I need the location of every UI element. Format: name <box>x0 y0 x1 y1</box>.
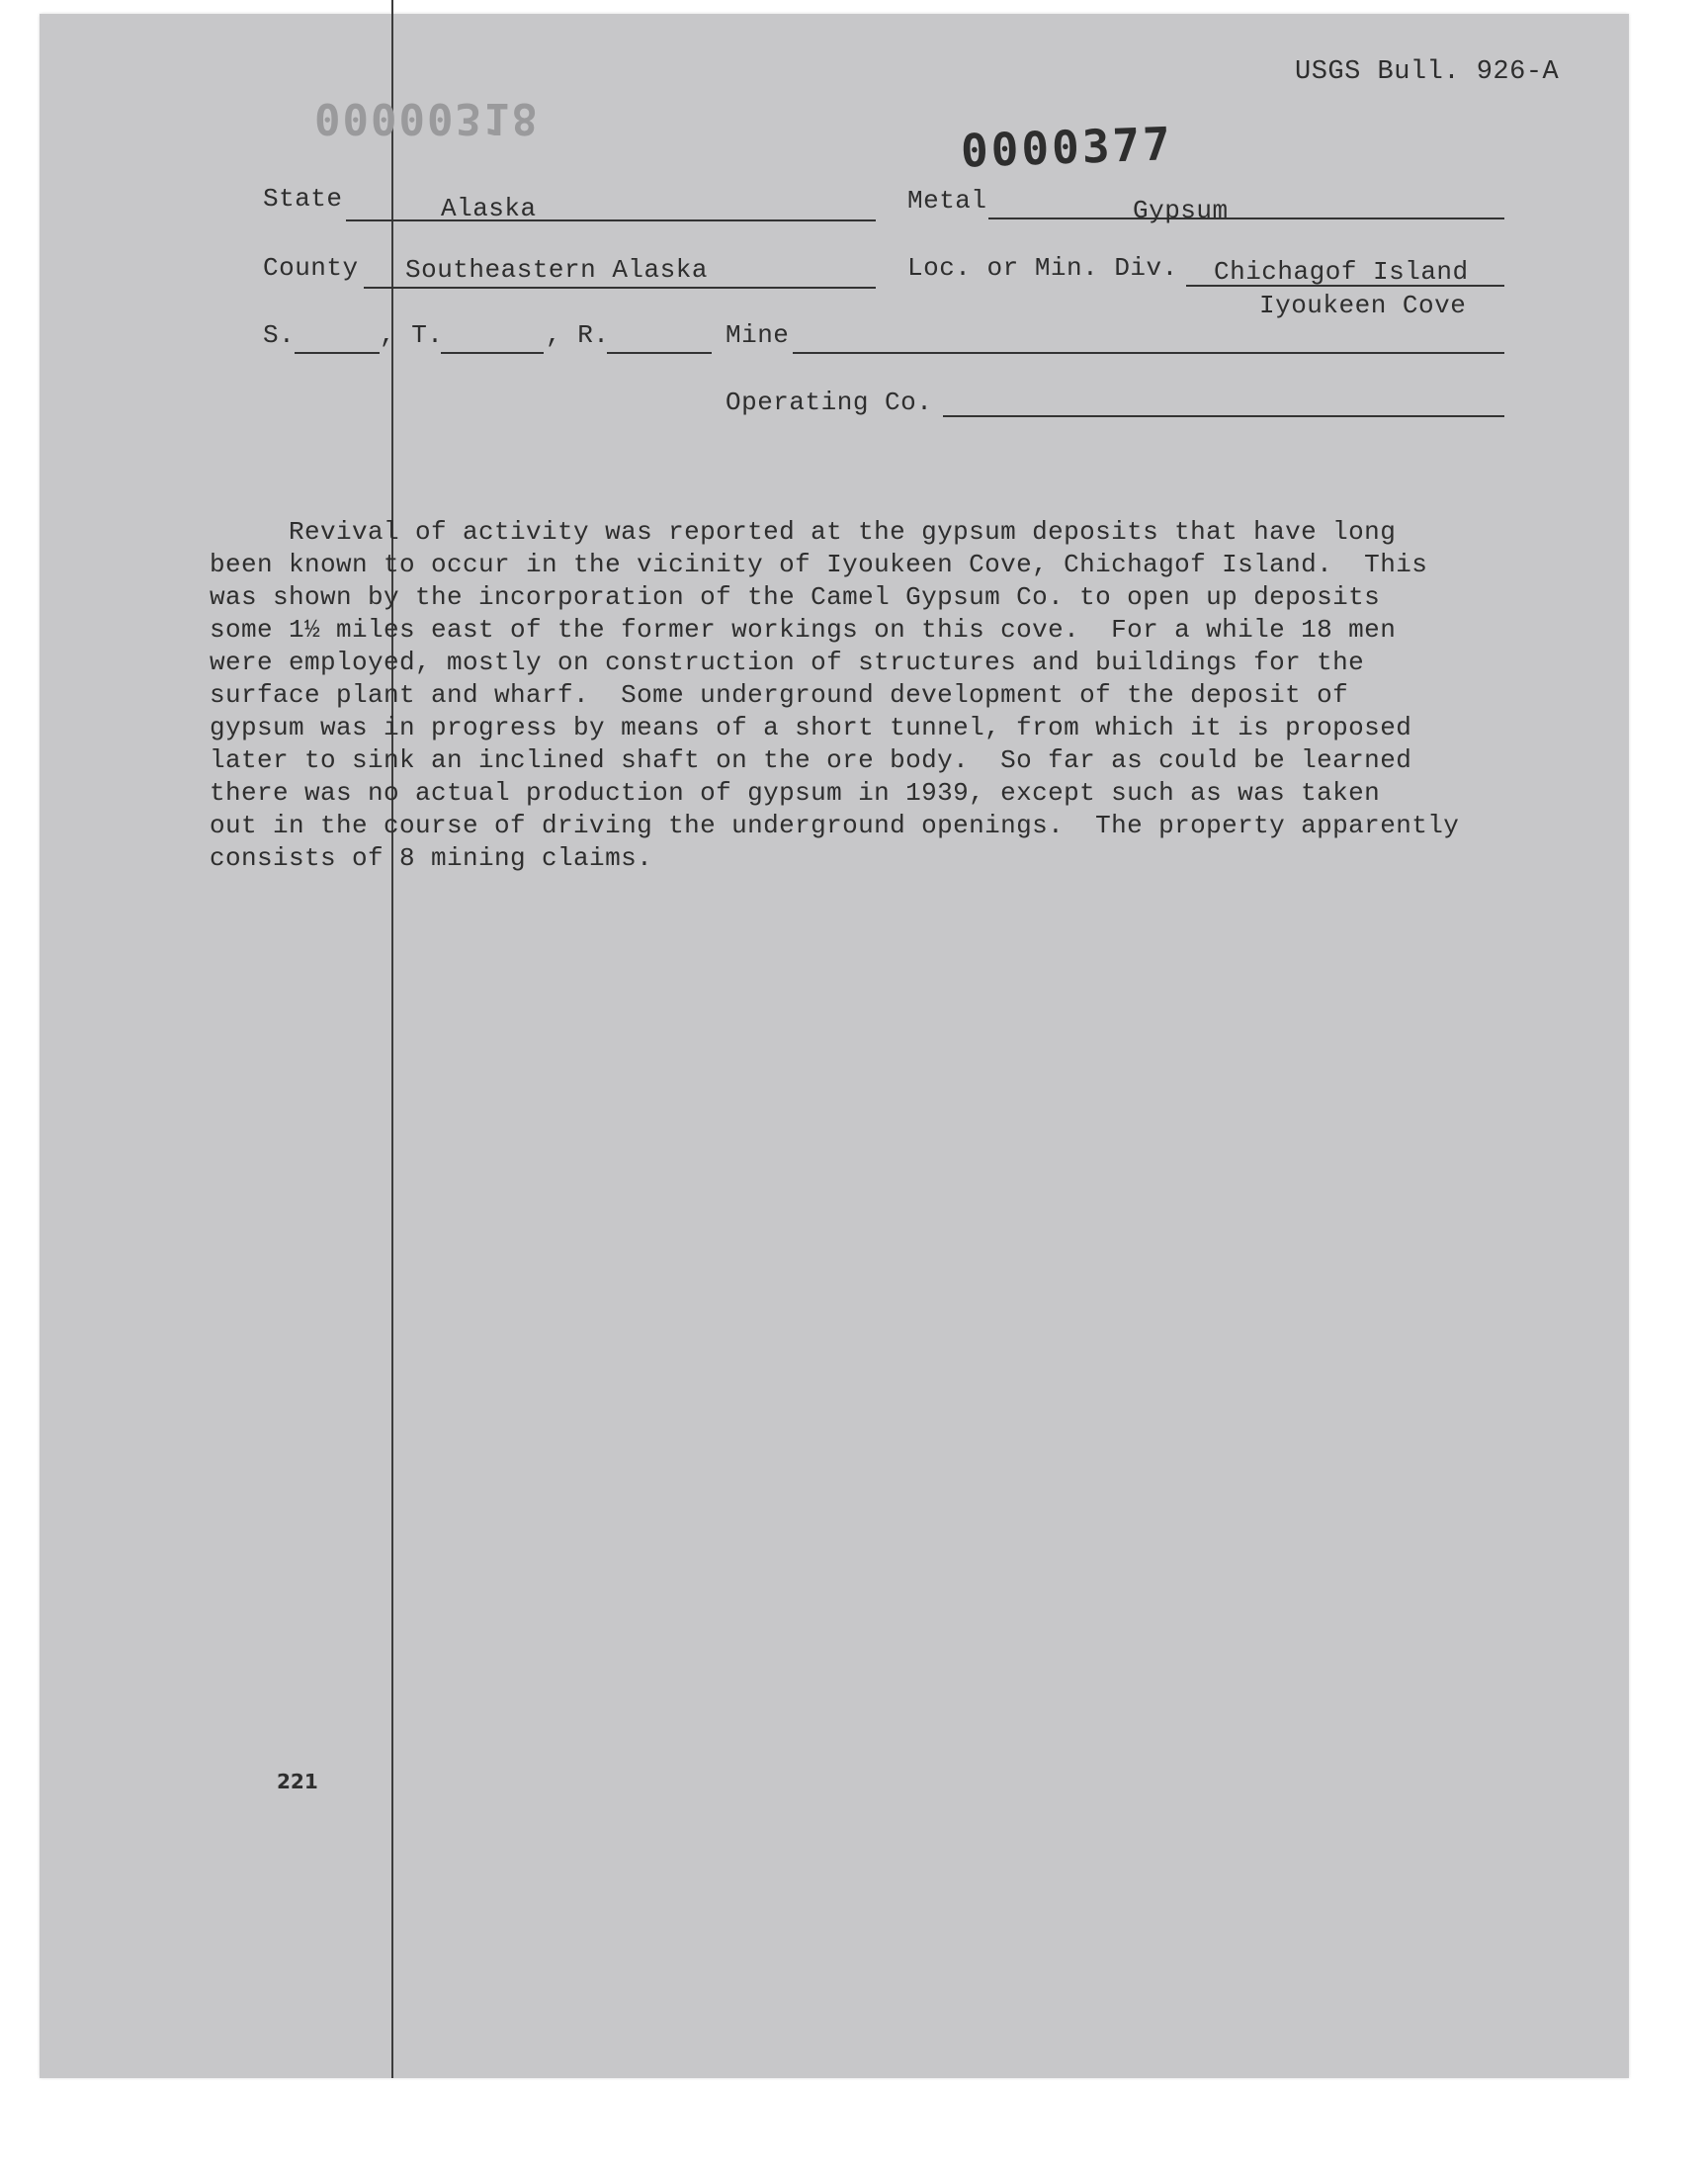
body-line: were employed, mostly on construction of structures and buildings for the <box>210 648 1365 677</box>
metal-label: Metal <box>907 186 987 216</box>
township-label: , T. <box>380 320 444 350</box>
body-line: was shown by the incorporation of the Camel Gypsum Co. to open up deposits <box>210 582 1381 612</box>
body-line: Revival of activity was reported at the gypsum deposits that have long <box>210 517 1397 547</box>
county-value: Southeastern Alaska <box>405 255 708 285</box>
body-line: gypsum was in progress by means of a short tunnel, from which it is proposed <box>210 713 1412 742</box>
township-line <box>441 352 544 354</box>
loc-value: Chichagof Island <box>1214 257 1469 287</box>
body-line: later to sink an inclined shaft on the ore body. So far as could be learned <box>210 745 1412 775</box>
mine-label: Mine <box>726 320 790 350</box>
stamp-number: 0000377 <box>960 117 1174 178</box>
body-paragraph <box>210 516 1554 875</box>
body-line: surface plant and wharf. Some underground development of the deposit of <box>210 680 1349 710</box>
county-line <box>364 287 876 289</box>
range-line <box>607 352 712 354</box>
section-line <box>295 352 380 354</box>
state-value: Alaska <box>441 194 537 223</box>
operating-line <box>943 415 1504 417</box>
body-line: consists of 8 mining claims. <box>210 843 653 873</box>
section-label: S. <box>263 320 296 350</box>
reference-label: USGS Bull. 926-A <box>1295 57 1560 87</box>
state-label: State <box>263 184 343 214</box>
faint-stamp-number: 00000318 <box>314 93 540 143</box>
mine-line <box>793 352 1504 354</box>
loc-value-2: Iyoukeen Cove <box>1259 291 1467 320</box>
county-label: County <box>263 253 359 283</box>
body-line: been known to occur in the vicinity of Iyoukeen Cove, Chichagof Island. This <box>210 550 1428 579</box>
range-label: , R. <box>546 320 610 350</box>
page-number: 221 <box>277 1770 318 1793</box>
loc-label: Loc. or Min. Div. <box>907 253 1178 283</box>
body-line: some 1½ miles east of the former workings on this cove. For a while 18 men <box>210 615 1397 645</box>
metal-value: Gypsum <box>1133 196 1229 225</box>
metal-line <box>988 218 1504 219</box>
operating-label: Operating Co. <box>726 388 933 417</box>
body-line: out in the course of driving the underground openings. The property apparently <box>210 811 1460 840</box>
vertical-rule <box>391 0 393 2078</box>
body-line: there was no actual production of gypsum in 1939, except such as was taken <box>210 778 1381 808</box>
state-line <box>346 219 876 221</box>
